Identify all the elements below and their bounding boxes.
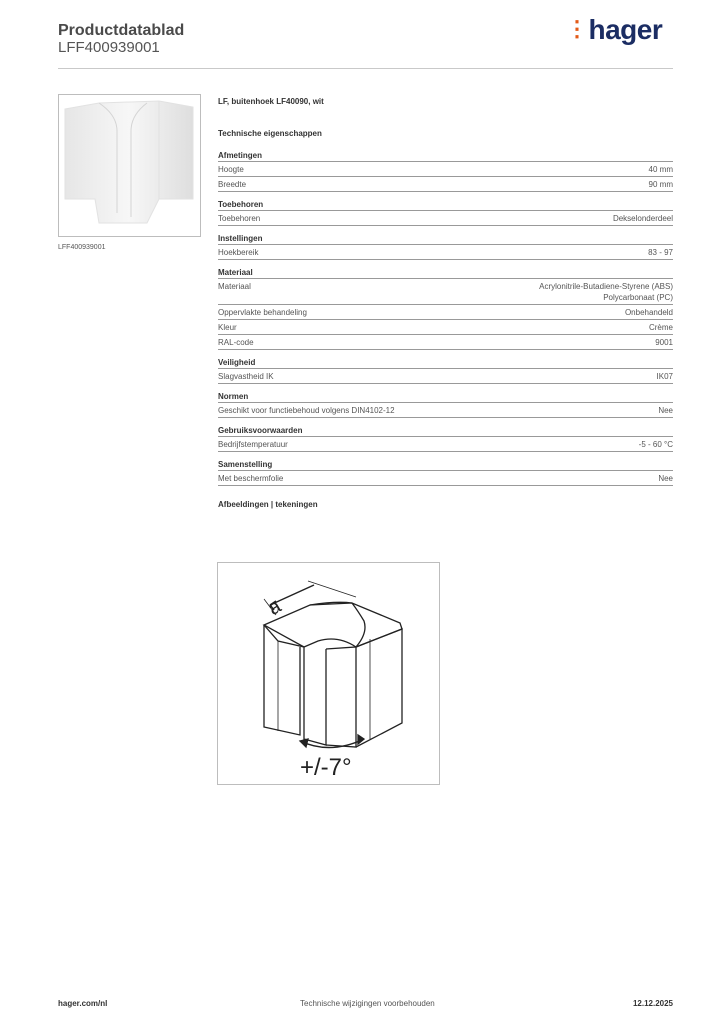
footer-website[interactable]: hager.com/nl: [58, 999, 108, 1008]
logo-text: hager: [588, 14, 663, 45]
section-title: Toebehoren: [218, 199, 673, 211]
technical-specifications: [218, 97, 673, 509]
spec-label: Geschikt voor functiebehoud volgens DIN4102-12: [218, 406, 395, 415]
spec-label: Slagvastheid IK: [218, 372, 274, 381]
section-title: Samenstelling: [218, 459, 673, 471]
spec-label: Materiaal: [218, 282, 251, 291]
footer-date: 12.12.2025: [632, 999, 673, 1008]
spec-row: [218, 335, 673, 350]
section-materiaal: [218, 267, 673, 350]
spec-label: Hoekbereik: [218, 248, 259, 257]
footer-disclaimer: Technische wijzigingen voorbehouden: [300, 999, 435, 1008]
section-title: Afmetingen: [218, 150, 673, 162]
product-photo: [59, 95, 200, 236]
spec-value: 40 mm: [648, 165, 673, 174]
section-title: Veiligheid: [218, 357, 673, 369]
spec-value: Crème: [648, 323, 673, 332]
header-product-code: LFF400939001: [58, 39, 160, 56]
section-toebehoren: [218, 199, 673, 226]
spec-row: [218, 437, 673, 452]
section-title: Gebruiksvoorwaarden: [218, 425, 673, 437]
spec-row: [218, 245, 673, 260]
spec-value: [539, 281, 673, 303]
section-gebruiksvoorwaarden: [218, 425, 673, 452]
spec-value: Nee: [658, 474, 673, 483]
spec-row: [218, 162, 673, 177]
spec-label: Kleur: [218, 323, 237, 332]
spec-value: Nee: [658, 406, 673, 415]
section-instellingen: [218, 233, 673, 260]
spec-row: [218, 320, 673, 335]
corner-drawing: [218, 563, 439, 784]
logo-dots-icon: ⋮: [566, 16, 588, 41]
spec-row: [218, 369, 673, 384]
spec-row: [218, 305, 673, 320]
header-title: Productdatablad: [58, 22, 185, 39]
angle-label: +/-7°: [300, 754, 352, 781]
product-thumbnail: [58, 94, 201, 237]
spec-value: 83 - 97: [648, 248, 673, 257]
spec-row: [218, 279, 673, 305]
spec-label: Oppervlakte behandeling: [218, 308, 307, 317]
spec-label: Breedte: [218, 180, 247, 189]
technical-drawing: [217, 562, 440, 785]
tech-properties-heading: Technische eigenschappen: [218, 129, 322, 138]
spec-value: IK07: [656, 372, 673, 381]
spec-row: [218, 471, 673, 486]
spec-value: Dekselonderdeel: [612, 214, 673, 223]
dimension-label-a: a: [264, 595, 285, 620]
spec-value-line: Acrylonitrile-Butadiene-Styrene (ABS): [539, 282, 673, 291]
spec-value-line: Polycarbonaat (PC): [603, 293, 673, 302]
spec-row: [218, 177, 673, 192]
header-divider: [58, 68, 673, 69]
section-afmetingen: [218, 150, 673, 192]
spec-label: RAL-code: [218, 338, 254, 347]
spec-row: [218, 211, 673, 226]
section-veiligheid: [218, 357, 673, 384]
spec-value: Onbehandeld: [624, 308, 673, 317]
spec-value: -5 - 60 °C: [638, 440, 673, 449]
spec-label: Met beschermfolie: [218, 474, 284, 483]
spec-value: 90 mm: [648, 180, 673, 189]
section-title: Instellingen: [218, 233, 673, 245]
product-title: LF, buitenhoek LF40090, wit: [218, 97, 324, 106]
hager-logo: [566, 14, 662, 46]
section-title: Normen: [218, 391, 673, 403]
section-title: Materiaal: [218, 267, 673, 279]
images-heading: Afbeeldingen | tekeningen: [218, 500, 318, 509]
section-samenstelling: [218, 459, 673, 486]
spec-row: [218, 403, 673, 418]
thumbnail-caption: LFF400939001: [58, 244, 106, 251]
spec-label: Bedrijfstemperatuur: [218, 440, 288, 449]
spec-value: 9001: [655, 338, 673, 347]
spec-label: Toebehoren: [218, 214, 261, 223]
section-normen: [218, 391, 673, 418]
spec-label: Hoogte: [218, 165, 244, 174]
